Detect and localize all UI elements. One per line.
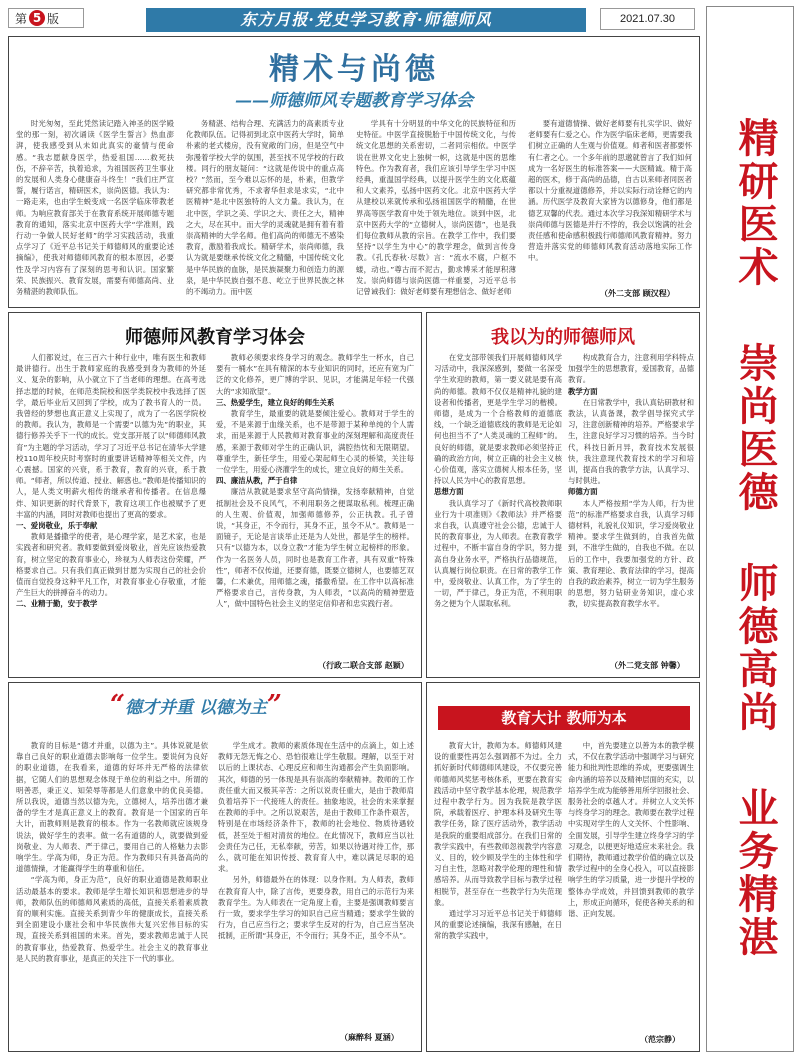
article-1-column-3 [356, 118, 516, 300]
article-3-paragraph: 在日常教学中，我认真钻研教材和教法，认真备课，教学倡导探究式学习，注意创新精神的培养。严格要求学生，注意良好学习习惯的培养。当今时代，科技日新月异，教育技术发展很快，我注意现代教育技术的学习和培训，提高自我的教学方法，认真学习、与时俱进。 [568, 397, 694, 486]
article-3-author: （外二党支部 钟馨） [610, 661, 685, 670]
article-2-subheading: 二、业精于勤，安于教学 [16, 599, 98, 609]
article-2-paragraph: 人们都说过，在三百六十种行业中，唯有医生和教师最讲德行。出生于教师家庭的我感受到身为教师的外延义、复杂的影响，从小就立下了当老师的理想。在高考选择志愿的时候，在师范类院校和医学类院校中我选择了医学，最后毕业后又回到了学校，成为了教书育人的一员。我曾经的梦想也真正意义上实现了，成为了一名医学院校的教师。我认为，教师是一个需要“以德为先”的职业，其德行修养关乎下一代的成长。党支部开展了以“师德师风教育”为主题的学习活动，学习了习近平总书记在清华大学建校110周年校庆时考察时的重要讲话精神等相关文件，内心震撼。国家的兴衰，系于教育，教育的兴衰，系于教师。“师者，所以传道、授业、解惑也。”教师是传播知识的人，是人类文明薪火相传的继承者和传播者。在信息爆炸、知识更新的时代背景下，教育这项工作也被赋予了更丰富的内涵，同时对教师也提出了更高的要求。 [16, 353, 206, 519]
article-3-column-1 [434, 352, 562, 672]
article-3-subheading: 师德方面 [568, 487, 598, 497]
article-2-paragraph: 教师必须要求终身学习的观念。教师学生一杯水，自己要有一桶水”在具有精深的本专业知识的同时，还应有宽为广泛的文化修养，更广博的学识、见识，才能满足年轻一代强大的“求知欲望”。 [216, 353, 414, 396]
article-5-title: 教育大计 教师为本 [438, 706, 690, 730]
side-banner [706, 6, 794, 1052]
article-4-paragraph: 另外，师德最外在的体现：以身作则。为人师表，教师在教育育人中，除了言传，更要身教，用自己的示范行为来教育学生。为人师表在一定角度上看，主要是强调教师要言行一致，要求学生学习的知识自己应当精通；要求学生做的行为，自己应当行之；要求学生反对的行为，自己应当坚决抵制，正所谓“其身正，不令而行；其身不正，虽令不从”。 [218, 875, 414, 941]
article-2-subheading: 四、廉洁从教，严于自律 [216, 476, 298, 486]
article-5-author: （范宗静） [640, 1035, 680, 1044]
close-quote-icon: ” [266, 690, 282, 720]
article-2-column-1 [16, 352, 206, 672]
article-1-paragraph: 要有道德情操、做好老师要有扎实学识、做好老师要有仁爱之心。作为医学临床老师，更需要我们树立正确的人生观与价值观。师者和医者都要怀有仁者之心。一个多年前的思邈就曾言了我们如何成为一名好医生的标准答案——大医精诚。精于高超的医术，修于高尚的品德，自古以来师者同医者都以十分重视道德修养，并以实际行动诠释它的内涵。历代医学及教育大家皆为以德修身，他们都是德艺双馨的代表。通过本次学习我深知精研学术与崇尚师德与医德是并行不悖的，我会以饱满的社会责任感和使命感积极践行师德师风教育精神。努力营造并落实党的师德师风教育活动落地实际工作中。 [528, 119, 692, 263]
side-slogan-4: 业务精湛 [732, 787, 779, 959]
article-5-column-2 [568, 740, 694, 1030]
article-5-paragraph: 通过学习习近平总书记关于师德师风的重要论述摘编，我深有感触，在日常的教学实践中， [434, 909, 562, 941]
article-2-subheading: 一、爱岗敬业，乐于奉献 [16, 521, 98, 531]
article-1-paragraph: 务精湛、结构合理、充满活力的高素质专业化教师队伍。记得初到北京中医药大学时，简单朴素的老式楼房，没有宽敞的门房，但是空气中弥漫着学校大学的氛围，甚至找不见学校的行政楼。同行的朋友疑问：“这就是传说中的重点高校？”然而，至今难以忘怀的是，朴素，但教学研究都非常优秀，不求奢华但求是求实，“北中医精神”是北中医独特的人文力量。我认为，在北中医，学识之美、学识之大、责任之大，精神之大，尽在其中。而大学的灵魂就是拥有着有着崇高精神的大学名师。他们高尚的师德无不感染教育，激励着我成长。精研学术，崇尚师德，我认为就是要继承传统文化之精髓，中国传统文化是中华民族的血脉，是民族凝聚力和创造力的源泉，是中华民族自强不息、屹立于世界民族之林的不竭动力。而中医 [186, 119, 344, 297]
article-4-paragraph: 教育的目标是“德才并重，以德为主”。具体说就是依靠自己良好的职业道德去影响每一位学生。要说何为良好的职业道德，在我看来，道德的好坏并无严格的法律依据，它随人们的思想观念体现于单位的利益之中。所谓的明善恶，秉正义、知荣辱等都是人们意象中的优良美德。所以我说，道德当然以德为先，立德树人，培养出德才兼备的学生才是真正意义上的教育。教育是一个国家的百年大计，而教师则是教育的根本。作为一名教师就应该规身说法，做好学生的表率。做一名有道德的人，就要做到爱岗敬业、为人师表、严于律己，要用自己的人格魅力去影响学生。学高为师，身正为范。作为教师只有具备高尚的道德情操，才能赢得学生的尊重和信任。 [16, 741, 208, 874]
article-3-paragraph: 在党支部带领我们开展师德师风学习活动中，我深深感到，要做一名深受学生欢迎的教师，第一要义就是要有高尚的师德。教师不仅仅是精神礼貌的建设者和传播者，更是学生学习的楷模。师德，是成为一个合格教师的道德底线，一个缺乏道德底线的教师是无论如何也担当不了“人类灵魂的工程师”的。良好的师德，就是要求教师必须坚持正确的政治方向，树立正确的社会主义核心价值观，落实立德树人根本任务，坚持以人民为中心的教育思想。 [434, 353, 562, 486]
article-3-paragraph: 我认真学习了《新时代高校教师职业行为十项准则》《教师法》并严格要求自我，认真遵守社会公德，忠诚于人民的教育事业，为人师表。在教育教学过程中，不断丰富自身的学识，努力提高自身业务水平，严格执行品德规范，认真履行岗位职责。在日常的教学工作中，爱岗敬业、认真工作，为了学生的一切，严于律己，身正为范，不利用职务之便为个人谋取私利。 [434, 498, 562, 609]
edition-number: 5 [29, 10, 45, 26]
issue-date: 2021.07.30 [600, 8, 695, 30]
article-1-author: （外二支部 顾汉程） [600, 289, 675, 298]
edition-box [8, 8, 84, 28]
article-2-subheading: 三、热爱学生，建立良好的师生关系 [216, 397, 335, 407]
article-5-column-1 [434, 740, 562, 1046]
article-1-column-2 [186, 118, 344, 300]
article-4-paragraph: “学高为师，身正为范”，良好的职业道德是教师职业活动最基本的要求。教师是学生增长知识和思想进步的导师，教师队伍的师德师风素质的高低，直接关系着素质教育的顺利实施。直接关系到青少年的健康成长，直接关系到全面建设小康社会和中华民族伟大复兴宏伟目标的实现，直接关系到祖国的未来。首先，要求教师忠诚于人民的教育事业，热爱教育、热爱学生。社会主义的教育事业是人民的教育事业，是真正的关注下一代的事业。 [16, 875, 208, 963]
article-4-column-1 [16, 740, 208, 1046]
article-2-paragraph: 教师是播撒学的使者，是心理学家，是艺术家，也是实践者和研究者。教师要做到爱岗敬业，首先应该热爱教育，树立坚定的教育事业心，珍视为人师表这份荣耀，严格要求自己。只有我们真正做到甘愿为实现自己的社会价值而自觉投身这种平凡工作，对教育事业心存敬重，才能产生巨大的拼搏奋斗的动力。 [16, 532, 206, 598]
article-5-paragraph: 中，首先要建立以善为本的教学模式，不仅在教学活动中强调学习与研究能力和批判性思维的养成，更要强调生命内涵的培养以及精神层面的充实，以培养学生成为能够善用所学回报社会、服务社会的卓越人才。并树立人文关怀与终身学习的理念。教师要在教学过程中实现对学生的人文关怀、个性影响、全面发展，引导学生建立终身学习的学习观念，以便更好地适应未来社会。我们期待，教师通过教学价值的确立以及教学过程中的全身心投入，可以直接影响学生的学习质量，进一步提升学校的整体办学成效，并回馈到教师的教学上，形成正向循环，促使各种关系的和谐、正向发展。 [568, 741, 694, 919]
article-1-column-1 [16, 118, 174, 300]
article-1-column-4 [528, 118, 692, 282]
side-slogan-2: 崇尚医德 [732, 342, 779, 514]
article-3-subheading: 教学方面 [568, 386, 598, 396]
article-3-column-2 [568, 352, 694, 656]
article-5-paragraph: 教育大计，教师为本。师德师风建设的重要性再怎么强调都不为过。全力抓好新时代师德师风建设，不仅要完善师德师风奖惩考核体系，更要在教育实践活动中坚守教学基本伦理，规范教学过程中教学行为。因为我院是教学医院，承载着医疗、护理本科及研究生等教学任务，除了医疗活动外，教学活动是我院的重要组成部分。在我们日常的教学实践中，有些教师忽视教学内容意义、目的，较少顾及学生的主体性和学习自主性，忽略对教学伦理的理性和情感培养。从而导致教学目标与教学过程相脱节，甚至存在一些教学行为失范现象。 [434, 741, 562, 907]
article-2-author: （行政二联合支部 赵颖） [318, 661, 409, 670]
edition-suffix: 版 [47, 11, 60, 26]
article-3-paragraph: 本人严格按照“学为人师，行为世范”的标准严格要求自我，认真学习师德材料，礼貌礼仪知识，学习爱岗敬业精神。要求学生做到的，自我首先做到，不准学生做的，自我也不做。在以后的工作中，我要加强党的方针、政策、教育理论、教育法律的学习，提高自我的政治素养，树立一切为学生服务的思想，努力钻研业务知识，虚心求教，切实提高教育教学水平。 [568, 498, 694, 609]
article-2-paragraph: 廉洁从教就是要求坚守高尚情操，发扬奉献精神，自觉抵制社会及不良风气，不利用职务之便谋取私利。梳理正确的人生观、价值观，加强师德修养，公正执教。孔子曾说，“其身正，不令而行，其身不正，虽令不从”。教师是一面镜子，无论是言谈举止还是为人处世，都是学生的榜样。只有“以德为本，以身立教”才能为学生树立起榜样的形象。作为一名医务人员，同时也是教育工作者，具有双重“特殊性”，师者不仅传道，还要育德，既要立德树人，也要德艺双馨，仁术兼优，用师德之魂，播撒希望。在工作中以高标准严格要求自己，言传身教，为人师表，“以高尚的精神塑造人”，做中国特色社会主义的坚定信仰者和忠实践行者。 [216, 487, 414, 609]
open-quote-icon: “ [110, 690, 125, 720]
article-1-subtitle: ——师德师风专题教育学习体会 [235, 91, 473, 111]
article-4-author: （麻醉科 夏涵） [340, 1033, 399, 1042]
article-2-column-2 [216, 352, 414, 656]
article-2-title: 师德师风教育学习体会 [125, 327, 305, 348]
article-1-paragraph: 学具有十分明显的中华文化的民族特征和历史特征。中医学直接脱胎于中国传统文化，与传统文化思想的关系密切，二者同宗相依。中医学说在世界文化史上独树一帜，这就是中医的思维特色。作为教育者，我们应该引导学生学习中医经典，重温国学经典，以提升医学生的文化底蕴和人文素养，弘扬中医药文化。北京中医药大学从建校以来就传承和弘扬祖国医学的精髓，在世界高等医学教育中处于领先地位。谈到中医，北京中医药大学的“立德树人，崇尚医德”，也是我们每位教师从教的宗旨。在教学工作中，我们要坚持“以学生为中心”的教学理念，做到言传身教。《孔氏春秋·尽数》言：“流水不腐，户枢不蝼，动也。”尊古而不泥古，勤求博采才能厚积薄发。崇尚师德与崇尚医德一样重要，习近平总书记曾诫我们：做好老师要有理想信念、做好老师 [356, 119, 516, 297]
article-4-paragraph: 学生成才。教师的素质体现在生活中的点滴上，如上述教师无怨无悔之心、恐怕很难让学生敬服。理解，以至于对以后的上课状态、心理反应和师生沟通都会产生负面影响。其次，师德的另一体现是具有崇高的奉献精神。教师的工作责任重大而又极其辛苦：之所以说责任重大，是由于教师肩负着培养下一代接班人的责任。抽象地说，社会的未来掌握在教师的手中。之所以说艰苦，是由于教师工作条件艰苦，特别是在市场经济条件下，教师的社会地位、物质待遇较低，甚至处于相对清贫的地位。在此情况下，教师应当以社会责任为己任，无私奉献，劳苦，如果以待遇对待工作，那么，就可能在知识传授、教育育人中，难以满足尽职的追求。 [218, 741, 414, 874]
article-4-column-2 [218, 740, 414, 1028]
header-banner: 东方月报·党史学习教育·师德师风 [146, 8, 586, 32]
side-slogan-3: 师德高尚 [732, 562, 779, 734]
article-1-title: 精术与尚德 [269, 52, 439, 87]
article-3-subheading: 思想方面 [434, 487, 464, 497]
edition-prefix: 第 [15, 11, 28, 26]
article-1-paragraph: 时光匆匆，至此凭然读记踏入神圣的医学殿堂的那一刻，初次诵读《医学生誓言》热血澎湃，使我感受到从未如此真实的豪情与使命感。“我志愿献身医学，热爱祖国……救死扶伤，不辞辛苦，执着追求，为祖国医药卫生事业的发展和人类身心健康奋斗终生！”我们庄严宣誓，履行诺言，精研医术，崇尚医德。我认为：一路走来，也由学生蜕变成一名医学临床带教老师。为响应教育部关于在教育系统开展师德专题教育的通知，落实北京中医药大学“学准则，践行动一争做人民好老师”的学习实践活动，我重点学习了《近平总书记关于师德师风的重要论述摘编》，使我对师德师风教育的根本原因，必要性及学习内容有了深刻的思考和认识。国家繁荣、民族振兴、教育发展，需要有师德高尚、业务精湛的教师队伍。 [16, 119, 174, 297]
article-3-paragraph: 构成教育合力，注意利用学科特点加强学生的思想教育，爱国教育，品德教育。 [568, 353, 694, 385]
side-slogan-1: 精研医术 [732, 117, 779, 289]
article-4-title-wrap [110, 690, 282, 720]
article-2-paragraph: 教育学生，最重要的就是要倾注爱心。教师对于学生的爱，不是来源于血缘关系，也不是带源于某种单纯的个人需求，而是来源于人民教师对教育事业的深刻理解和高度责任感，来源于教师对学生的正确认识，满腔热忱和无限期望。尊重学生，新任学生，用爱心架起师生心灵的桥梁，关注每一位学生，用爱心浇灌学生的成长，建立良好的师生关系。 [216, 409, 414, 475]
article-3-title: 我以为的师德师风 [491, 327, 635, 348]
article-4-title: 德才并重 以德为主 [124, 698, 267, 718]
